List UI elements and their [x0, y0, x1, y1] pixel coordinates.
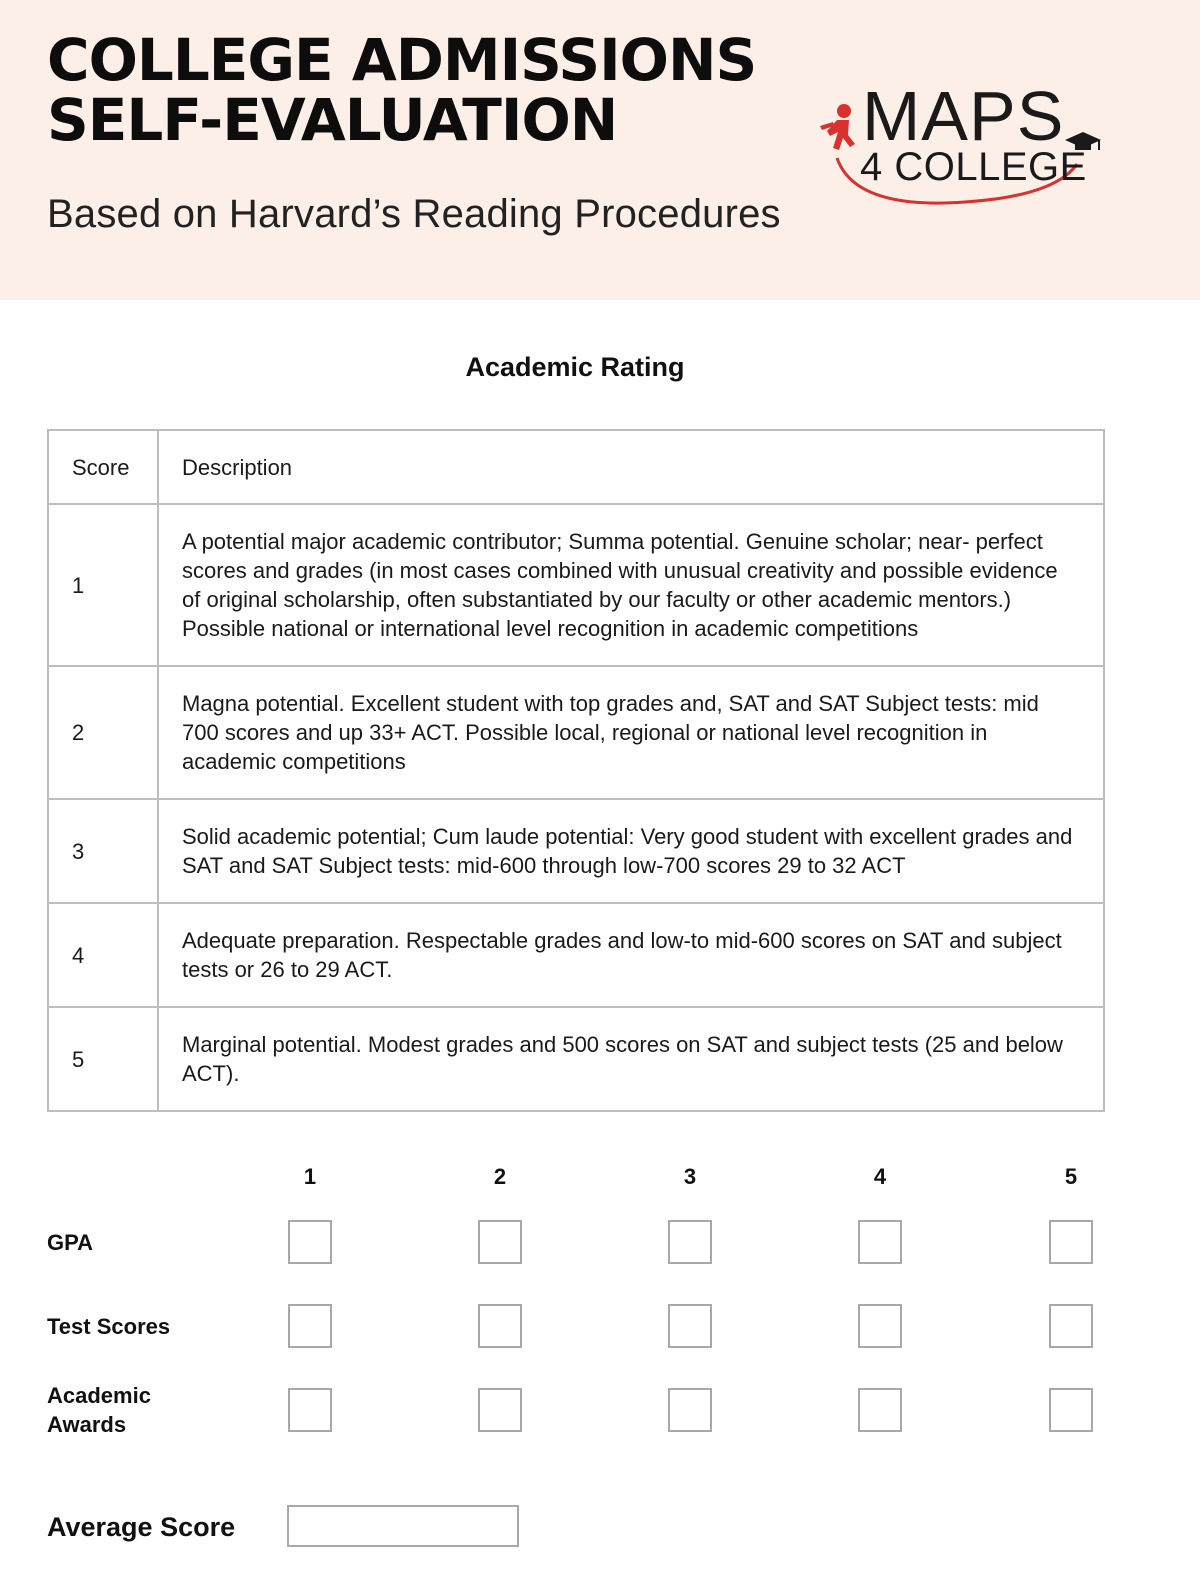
- column-label-3: 3: [683, 1164, 697, 1189]
- table-row: [48, 666, 1104, 799]
- row-label-text: Awards: [47, 1412, 127, 1437]
- row-label-text: GPA: [47, 1230, 94, 1255]
- column-label-5: 5: [1064, 1164, 1078, 1189]
- average-score-label: Average Score: [47, 1512, 236, 1542]
- test-scores-checkbox-2[interactable]: [478, 1304, 522, 1348]
- score-cell: 3: [48, 799, 158, 903]
- title-line-1: COLLEGE ADMISSIONS: [47, 26, 757, 94]
- score-header: Score: [48, 430, 158, 504]
- description-cell: Solid academic potential; Cum laude potential: Very good student with excellent grades and SAT and SAT Subject tests: mid-600 through low-700 scores 29 to 32 ACT: [158, 799, 1104, 903]
- academic-awards-checkbox-1[interactable]: [288, 1388, 332, 1432]
- test-scores-checkbox-4[interactable]: [858, 1304, 902, 1348]
- academic-awards-checkbox-3[interactable]: [668, 1388, 712, 1432]
- runner-figure-icon: [820, 104, 855, 150]
- table-row: [48, 504, 1104, 666]
- logo-text-maps: MAPS: [862, 77, 1065, 155]
- table-header-row: [48, 430, 1104, 504]
- test-scores-checkbox-5[interactable]: [1049, 1304, 1093, 1348]
- academic-rating-table: [47, 429, 1105, 1112]
- score-cell: 4: [48, 903, 158, 1007]
- description-cell: Magna potential. Excellent student with top grades and, SAT and SAT Subject tests: mid 700 scores and up 33+ ACT. Possible local, regional or national level recognition in academic competitions: [158, 666, 1104, 799]
- page-subtitle: Based on Harvard’s Reading Procedures: [47, 192, 781, 236]
- description-cell: Adequate preparation. Respectable grades and low-to mid-600 scores on SAT and subject tests or 26 to 29 ACT.: [158, 903, 1104, 1007]
- gpa-checkbox-3[interactable]: [668, 1220, 712, 1264]
- row-label-test-scores: [47, 1312, 170, 1341]
- test-scores-checkbox-3[interactable]: [668, 1304, 712, 1348]
- table-row: [48, 799, 1104, 903]
- average-score-input[interactable]: [287, 1505, 519, 1547]
- score-cell: 5: [48, 1007, 158, 1111]
- row-label-gpa: [47, 1228, 93, 1257]
- gpa-checkbox-2[interactable]: [478, 1220, 522, 1264]
- row-label-text: Academic: [47, 1383, 151, 1408]
- academic-awards-checkbox-2[interactable]: [478, 1388, 522, 1432]
- description-header: Description: [158, 430, 1104, 504]
- column-label-1: 1: [303, 1164, 317, 1189]
- gpa-checkbox-1[interactable]: [288, 1220, 332, 1264]
- gpa-checkbox-5[interactable]: [1049, 1220, 1093, 1264]
- row-label-text: Test Scores: [47, 1314, 171, 1339]
- academic-awards-checkbox-4[interactable]: [858, 1388, 902, 1432]
- column-label-2: 2: [493, 1164, 507, 1189]
- table-row: [48, 903, 1104, 1007]
- score-cell: 1: [48, 504, 158, 666]
- row-label-academic-awards: [47, 1381, 151, 1439]
- gpa-checkbox-4[interactable]: [858, 1220, 902, 1264]
- test-scores-checkbox-1[interactable]: [288, 1304, 332, 1348]
- page-title: [47, 26, 757, 154]
- logo-text-college: 4 COLLEGE: [860, 145, 1087, 189]
- title-line-2: SELF-EVALUATION: [47, 86, 618, 154]
- score-cell: 2: [48, 666, 158, 799]
- description-cell: A potential major academic contributor; Summa potential. Genuine scholar; near- perfect scores and grades (in most cases combined with unusual creativity and possible evidence of original scholarship, often substantiated by our faculty or other academic mentors.) Possible national or international level recognition in academic competitions: [158, 504, 1104, 666]
- column-label-4: 4: [873, 1164, 887, 1189]
- table-row: [48, 1007, 1104, 1111]
- description-cell: Marginal potential. Modest grades and 500 scores on SAT and subject tests (25 and below ACT).: [158, 1007, 1104, 1111]
- section-title: Academic Rating: [465, 352, 685, 382]
- academic-awards-checkbox-5[interactable]: [1049, 1388, 1093, 1432]
